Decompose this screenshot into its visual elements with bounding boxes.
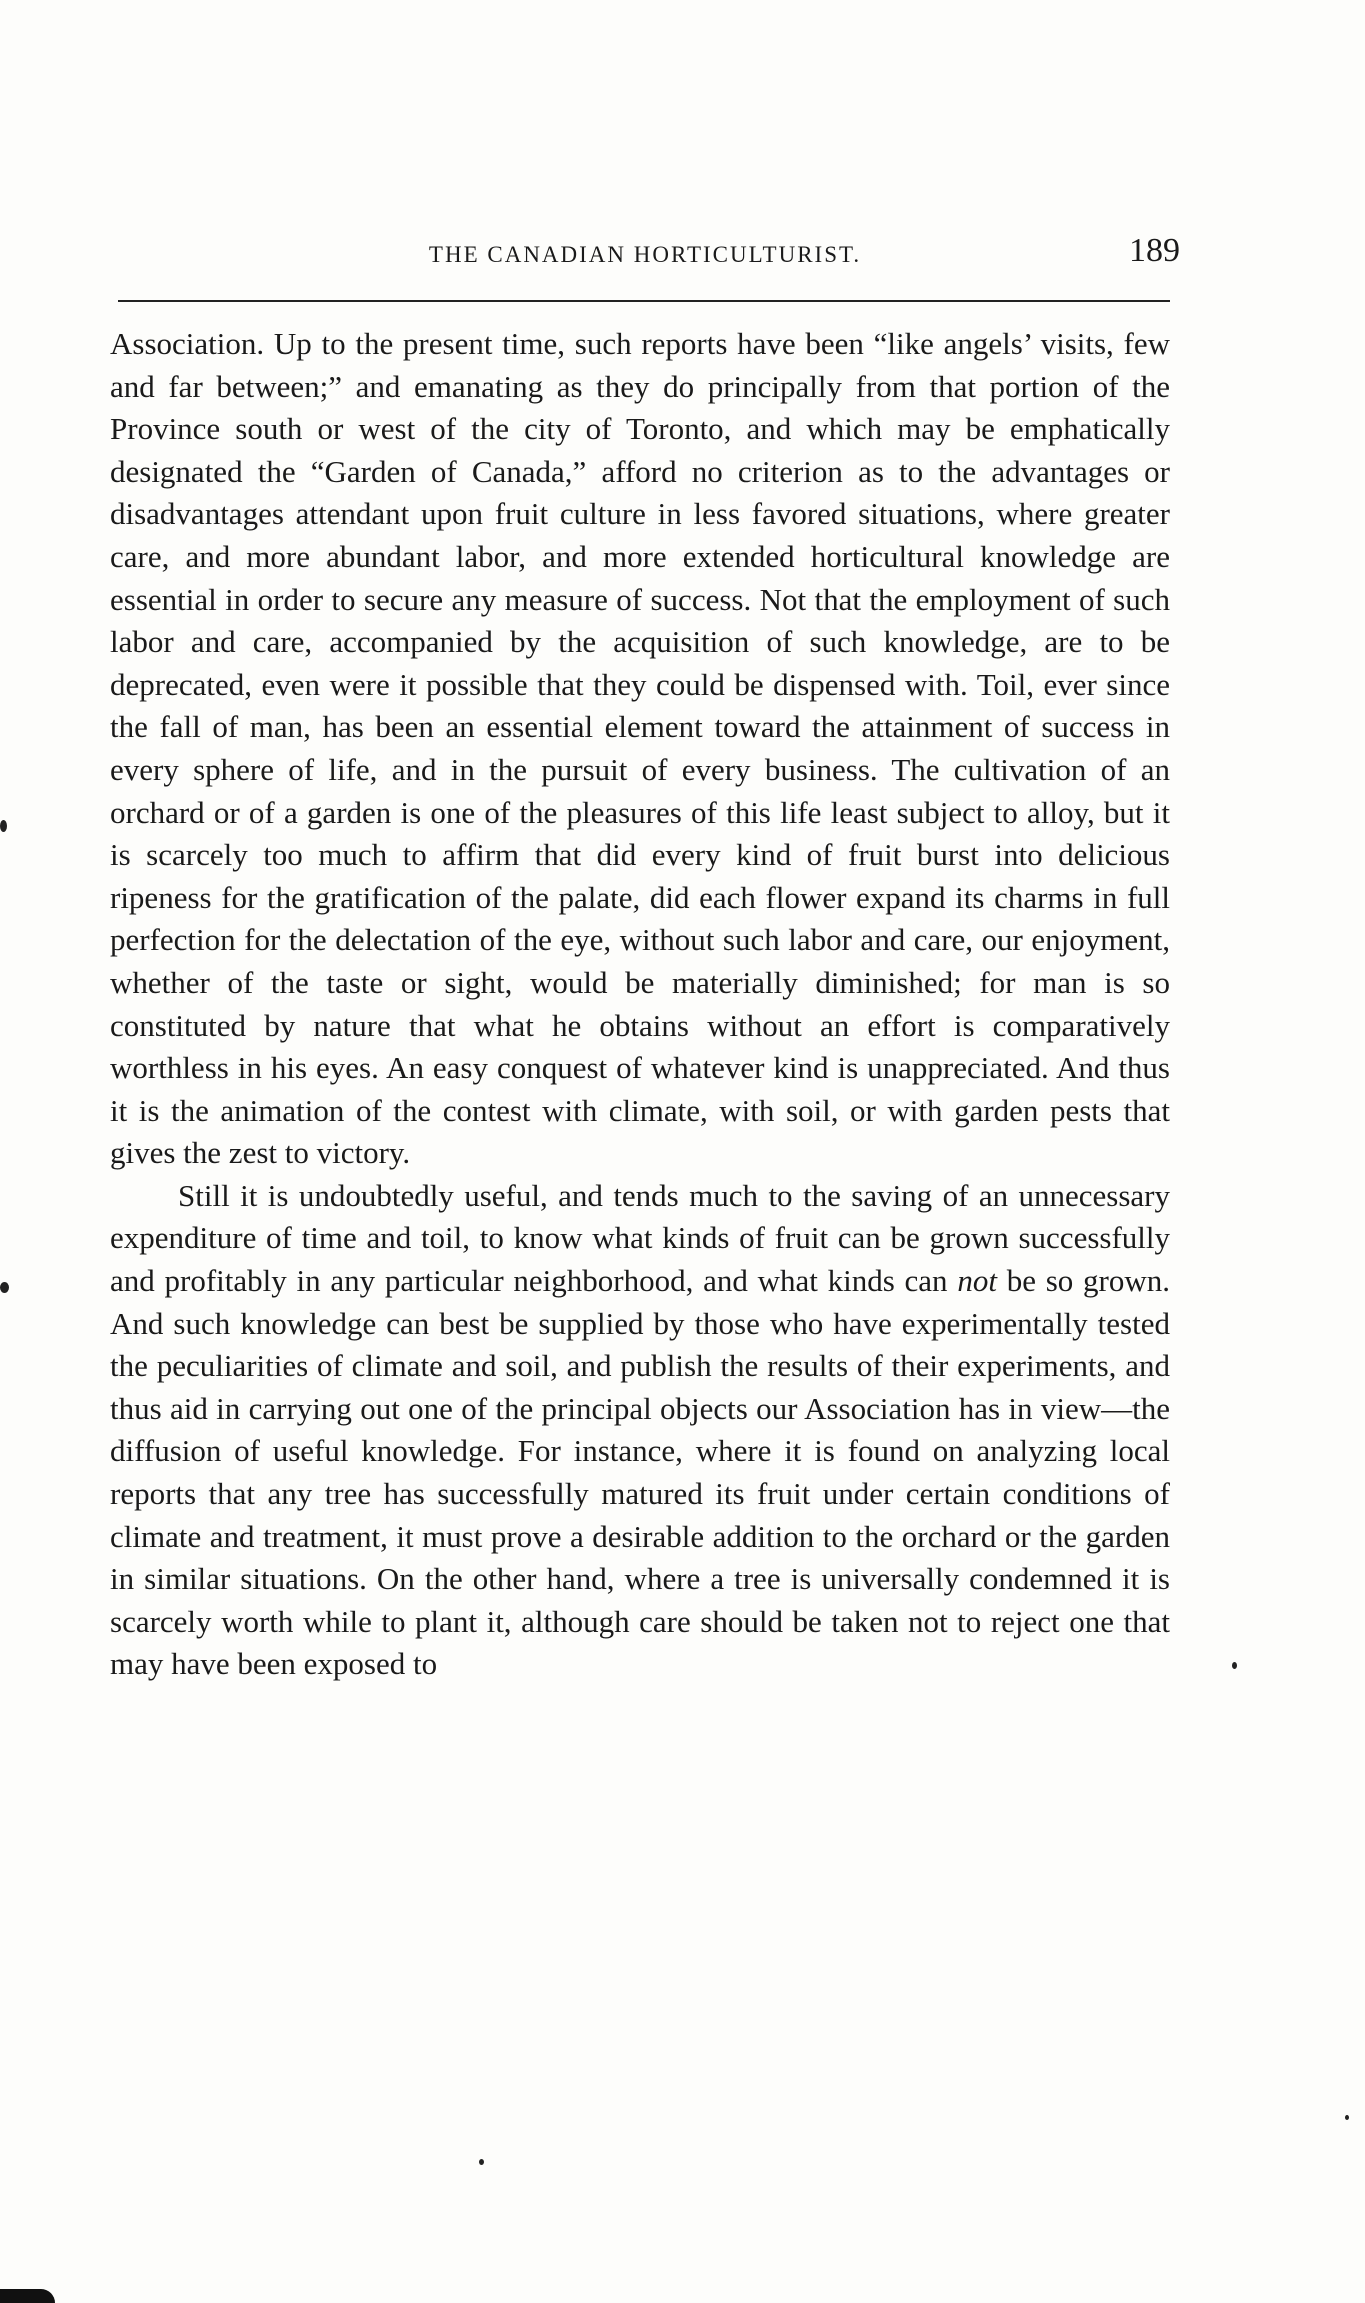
page-number: 189: [1129, 232, 1180, 269]
scan-edge-shadow: [0, 2289, 55, 2303]
body-text: [110, 323, 1170, 1686]
scan-speck: [0, 820, 7, 832]
scan-speck: [1345, 2115, 1349, 2120]
paragraph-text: Still it is undoubtedly useful, and tends much to the saving of an unnecessary expenditure of time and toil, to know what kinds of fruit can be grown successfully and profitably in any particular neighborhood, and what kinds can: [110, 1177, 1170, 1299]
paragraph: [110, 1175, 1170, 1686]
scan-speck: [1232, 1662, 1237, 1669]
paragraph: Association. Up to the present time, such reports have been “like angels’ visits, few and far between;” and emanating as they do principally from that portion of the Province south or west of the city of Toronto, and which may be emphatically designated the “Garden of Canada,” afford no criterion as to the advantages or disadvantages attendant upon fruit culture in less favored situations, where greater care, and more abundant labor, and more extended horticultural knowledge are essential in order to secure any measure of success. Not that the employment of such labor and care, accompanied by the acquisition of such knowledge, are to be deprecated, even were it possible that they could be dispensed with. Toil, ever since the fall of man, has been an essential element toward the attainment of success in every sphere of life, and in the pursuit of every business. The cultivation of an orchard or of a garden is one of the pleasures of this life least subject to alloy, but it is scarcely too much to affirm that did every kind of fruit burst into delicious ripeness for the gratification of the palate, did each flower expand its charms in full perfection for the delectation of the eye, without such labor and care, our enjoyment, whether of the taste or sight, would be materially diminished; for man is so constituted by nature that what he obtains without an effort is comparatively worthless in his eyes. An easy conquest of whatever kind is unappreciated. And thus it is the animation of the contest with climate, with soil, or with garden pests that gives the zest to victory.: [110, 326, 1170, 1171]
paragraph-text: be so grown. And such knowledge can best be supplied by those who have experimentally tested the peculiarities of climate and soil, and publish the results of their experiments, and thus aid in carrying out one of the principal objects our Association has in view—the diffusion of useful knowledge. For instance, where it is found on analyzing local reports that any tree has successfully matured its fruit under certain conditions of climate and treatment, it must prove a desirable addition to the orchard or the garden in similar situations. On the other hand, where a tree is universally condemned it is scarcely worth while to plant it, although care should be taken not to reject one that may have been exposed to: [110, 1263, 1170, 1682]
header-rule: [118, 300, 1170, 302]
running-head: [110, 232, 1180, 282]
scan-speck: [0, 1282, 9, 1293]
scan-speck: [479, 2159, 484, 2165]
running-title: THE CANADIAN HORTICULTURIST.: [428, 242, 862, 267]
emphasis-text: not: [957, 1263, 997, 1299]
